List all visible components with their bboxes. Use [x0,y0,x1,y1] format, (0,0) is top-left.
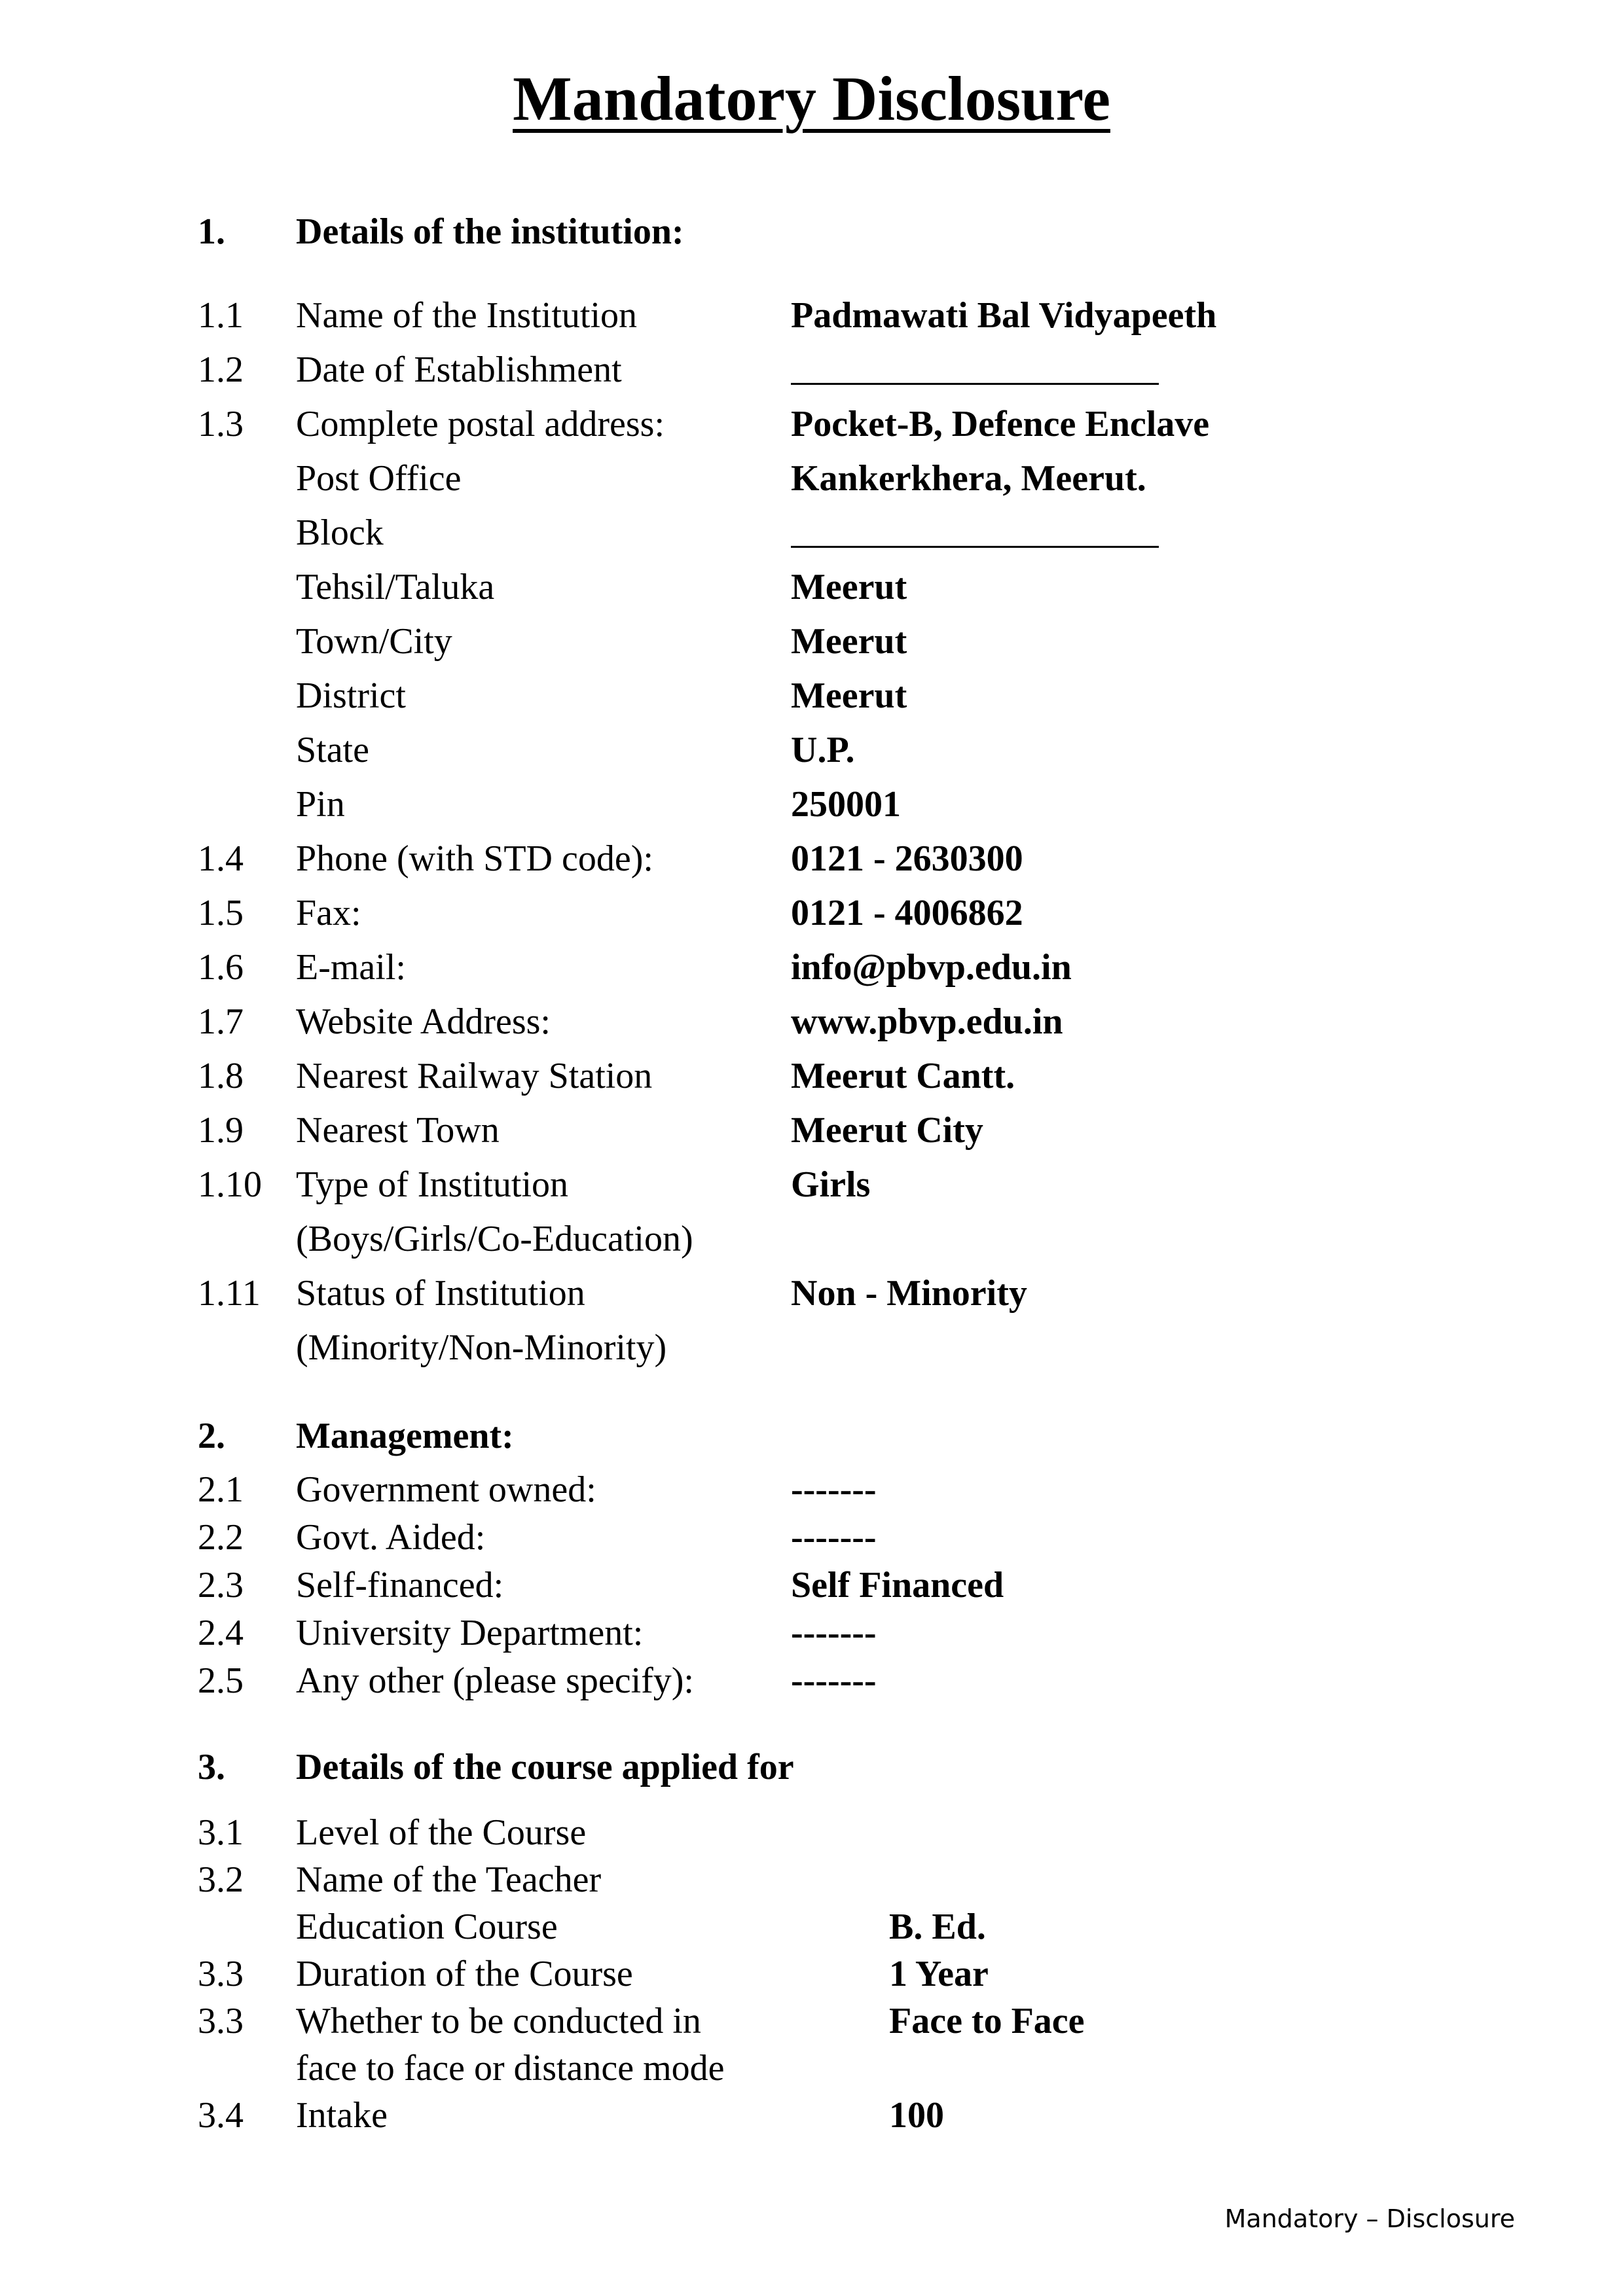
field-label-hint: (Boys/Girls/Co-Education) [296,1219,693,1259]
field-number: 1.2 [198,350,244,390]
field-label: Town/City [296,621,452,662]
field-label: Whether to be conducted in [296,2001,701,2041]
field-label: District [296,675,406,716]
field-government-owned [0,1462,1623,1517]
field-number: 1.5 [198,893,244,933]
field-number: 2.2 [198,1517,244,1558]
field-number: 1.7 [198,1001,244,1042]
field-value: Self Financed [791,1565,1004,1605]
field-label: Level of the Course [296,1812,587,1853]
section-heading-course [0,1740,1623,1795]
blank-line [791,546,1159,548]
field-tehsil [0,560,1623,615]
field-value: 0121 - 4006862 [791,893,1023,933]
field-label: Name of the Institution [296,295,638,336]
field-number: 3.2 [198,1859,244,1900]
field-value: 100 [889,2095,944,2136]
field-email [0,940,1623,995]
page-footer: Mandatory – Disclosure [1224,2204,1515,2233]
field-label: Type of Institution [296,1164,569,1205]
field-value: Face to Face [889,2001,1085,2041]
field-intake [0,2088,1623,2143]
field-value: Girls [791,1164,871,1205]
field-town [0,614,1623,669]
field-number: 1.1 [198,295,244,336]
page-title: Mandatory Disclosure [513,63,1110,134]
field-value: www.pbvp.edu.in [791,1001,1063,1042]
field-label: Website Address: [296,1001,551,1042]
section-heading-management [0,1408,1623,1463]
field-label: Date of Establishment [296,350,622,390]
field-university-department [0,1605,1623,1660]
field-value: ------- [791,1469,877,1510]
field-label: Post Office [296,458,462,499]
field-label: Duration of the Course [296,1954,633,1994]
field-phone [0,831,1623,886]
field-institution-status [0,1266,1623,1321]
field-label: Block [296,512,384,553]
field-value: ------- [791,1613,877,1653]
section-title: Management: [296,1416,514,1456]
field-label: Intake [296,2095,388,2136]
field-self-financed [0,1558,1623,1613]
field-label: E-mail: [296,947,406,988]
field-website [0,994,1623,1049]
field-label: Phone (with STD code): [296,838,653,879]
field-number: 1.8 [198,1056,244,1096]
field-number: 3.1 [198,1812,244,1853]
field-label: Pin [296,784,345,825]
field-value: Non - Minority [791,1273,1027,1314]
field-institution-type [0,1157,1623,1212]
field-label: Govt. Aided: [296,1517,486,1558]
field-label: Self-financed: [296,1565,504,1605]
field-value: Meerut [791,621,907,662]
section-title: Details of the course applied for [296,1747,794,1787]
field-district [0,668,1623,723]
field-post-office [0,451,1623,506]
field-nearest-town [0,1103,1623,1158]
section-number: 2. [198,1416,225,1456]
field-any-other [0,1653,1623,1708]
field-label: Tehsil/Taluka [296,567,495,607]
field-label: Any other (please specify): [296,1660,694,1701]
field-label: Name of the Teacher [296,1859,602,1900]
section-title: Details of the institution: [296,211,684,252]
field-number: 3.3 [198,2001,244,2041]
field-number: 1.3 [198,404,244,444]
section-number: 1. [198,211,225,252]
field-number: 3.4 [198,2095,244,2136]
field-number: 2.3 [198,1565,244,1605]
field-institution-name [0,288,1623,343]
field-value: U.P. [791,730,855,770]
field-number: 1.10 [198,1164,262,1205]
field-institution-type-options [0,1211,1623,1266]
field-number: 1.6 [198,947,244,988]
field-state [0,723,1623,778]
field-value: Meerut [791,567,907,607]
field-number: 2.4 [198,1613,244,1653]
field-value: Kankerkhera, Meerut. [791,458,1146,499]
blank-line [791,383,1159,385]
field-label: Status of Institution [296,1273,585,1314]
field-value: 1 Year [889,1954,989,1994]
field-number: 1.11 [198,1273,261,1314]
field-value: 0121 - 2630300 [791,838,1023,879]
field-date-of-establishment [0,342,1623,397]
field-value: Meerut City [791,1110,983,1151]
field-label: Government owned: [296,1469,596,1510]
field-label: Fax: [296,893,361,933]
field-pin [0,777,1623,832]
field-label: Complete postal address: [296,404,665,444]
field-value: ------- [791,1660,877,1701]
field-number: 2.5 [198,1660,244,1701]
field-number: 3.3 [198,1954,244,1994]
field-value: Padmawati Bal Vidyapeeth [791,295,1217,336]
field-fax [0,886,1623,941]
field-value: Meerut [791,675,907,716]
section-number: 3. [198,1747,225,1787]
field-number: 1.9 [198,1110,244,1151]
field-value: Pocket-B, Defence Enclave [791,404,1210,444]
field-value: ------- [791,1517,877,1558]
field-label: University Department: [296,1613,644,1653]
field-value: info@pbvp.edu.in [791,947,1072,988]
field-label: State [296,730,369,770]
field-value: 250001 [791,784,901,825]
field-number: 2.1 [198,1469,244,1510]
field-number: 1.4 [198,838,244,879]
field-label: Nearest Town [296,1110,500,1151]
field-institution-status-options [0,1320,1623,1375]
field-value: B. Ed. [889,1907,986,1947]
field-block [0,505,1623,560]
field-railway-station [0,1049,1623,1103]
field-label-cont: Education Course [296,1907,558,1947]
section-heading-institution [0,204,1623,259]
field-label-cont: face to face or distance mode [296,2048,725,2089]
field-label: Nearest Railway Station [296,1056,653,1096]
field-postal-address [0,397,1623,452]
field-govt-aided [0,1510,1623,1565]
field-value: Meerut Cantt. [791,1056,1015,1096]
field-label-hint: (Minority/Non-Minority) [296,1327,667,1368]
